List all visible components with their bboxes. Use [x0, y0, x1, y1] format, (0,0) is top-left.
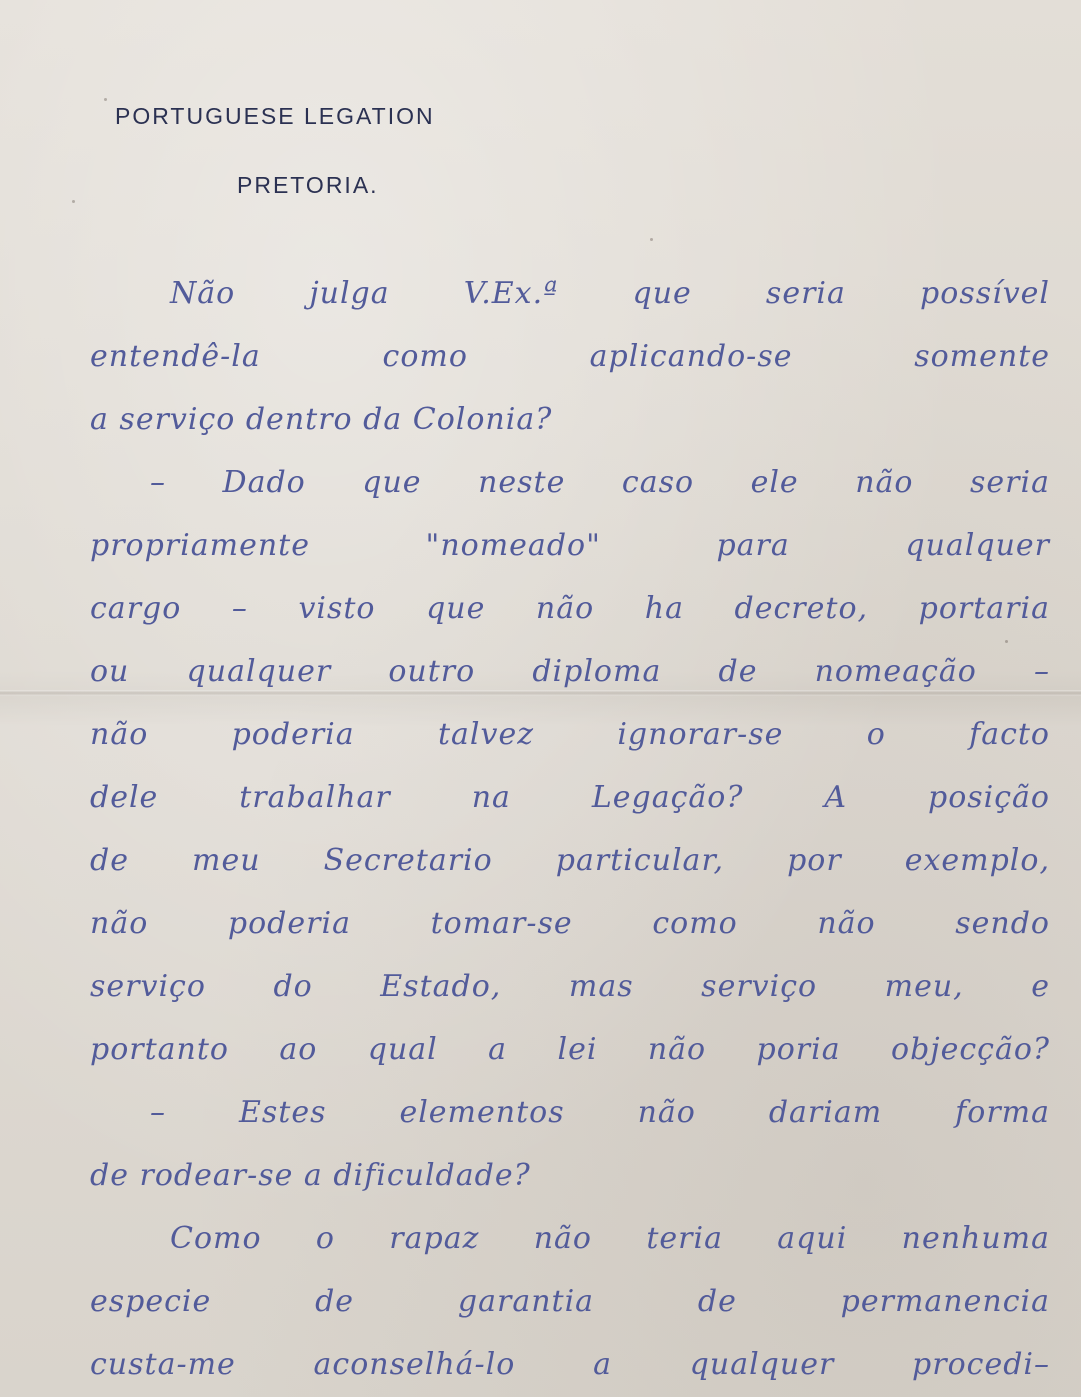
paper-speck — [1005, 640, 1008, 643]
letter-line: custa-me aconselhá-lo a qualquer procedi– — [90, 1347, 1050, 1382]
letter-line: Não julga V.Ex.ª que seria possível — [170, 276, 1050, 311]
letter-line: entendê-la como aplicando-se somente — [90, 339, 1050, 374]
letter-line: de rodear-se a dificuldade? — [90, 1158, 531, 1193]
letterhead-legation: PORTUGUESE LEGATION — [115, 103, 435, 129]
paper-speck — [650, 238, 653, 241]
letterhead-city: PRETORIA. — [237, 172, 379, 198]
letter-line: Como o rapaz não teria aqui nenhuma — [170, 1221, 1050, 1256]
letter-line: de meu Secretario particular, por exemplo, — [90, 843, 1050, 878]
letter-line: portanto ao qual a lei não poria objecção? — [90, 1032, 1050, 1067]
letter-line: propriamente "nomeado" para qualquer — [90, 528, 1050, 563]
letter-line: – Estes elementos não dariam forma — [150, 1095, 1050, 1130]
paper-speck — [104, 98, 107, 101]
letter-line: não poderia talvez ignorar-se o facto — [90, 717, 1050, 752]
paper-speck — [72, 200, 75, 203]
letter-line: não poderia tomar-se como não sendo — [90, 906, 1050, 941]
handwritten-letter-body — [90, 262, 1050, 1396]
letter-line: especie de garantia de permanencia — [90, 1284, 1050, 1319]
letter-line: a serviço dentro da Colonia? — [90, 402, 553, 437]
letter-line: serviço do Estado, mas serviço meu, e — [90, 969, 1050, 1004]
letter-line: dele trabalhar na Legação? A posição — [90, 780, 1050, 815]
letter-line: ou qualquer outro diploma de nomeação – — [90, 654, 1050, 689]
letter-line: – Dado que neste caso ele não seria — [150, 465, 1050, 500]
letter-line: cargo – visto que não ha decreto, portaria — [90, 591, 1050, 626]
